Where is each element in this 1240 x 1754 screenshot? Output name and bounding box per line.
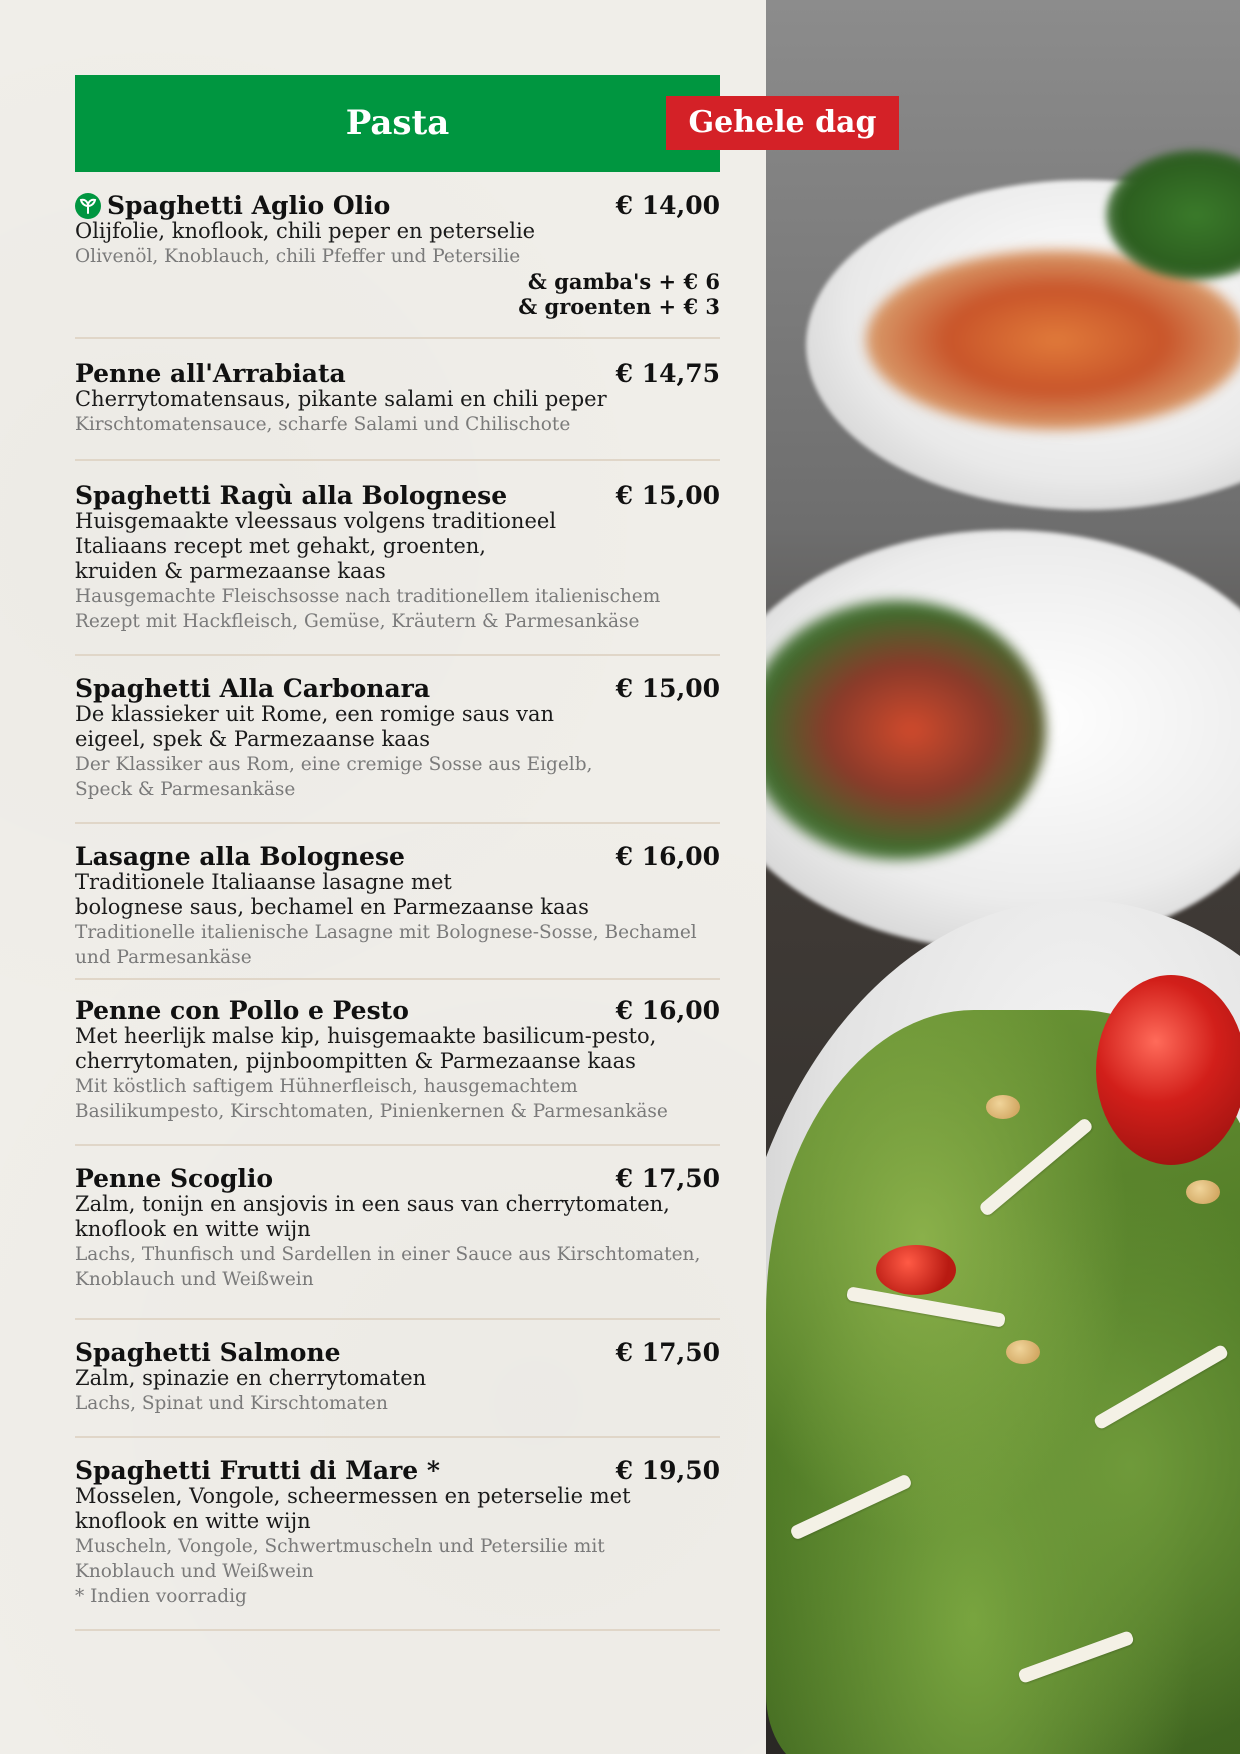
menu-item — [75, 483, 720, 656]
pasta-photo — [766, 0, 1240, 1754]
item-price: € 17,50 — [615, 1338, 720, 1367]
item-price: € 17,50 — [615, 1164, 720, 1193]
item-price: € 14,75 — [615, 359, 720, 388]
item-name: Penne all'Arrabiata — [75, 359, 346, 388]
menu-item — [75, 676, 720, 824]
menu-item — [75, 844, 720, 980]
section-title: Pasta — [345, 103, 450, 143]
item-description-nl: Huisgemaakte vleessaus volgens traditioneel — [75, 509, 557, 533]
item-description-nl: Cherrytomatensaus, pikante salami en chili peper — [75, 387, 607, 411]
item-description-de: Basilikumpesto, Kirschtomaten, Pinienkernen & Parmesankäse — [75, 1101, 668, 1122]
menu-item — [75, 1340, 720, 1438]
leaf-icon — [75, 193, 101, 219]
item-description-de: Hausgemachte Fleischsosse nach traditionellem italienischem — [75, 586, 661, 607]
item-price: € 15,00 — [615, 481, 720, 510]
item-name: Spaghetti Frutti di Mare * — [75, 1456, 440, 1485]
item-extra: & gamba's + € 6 — [527, 269, 720, 294]
item-price: € 16,00 — [615, 842, 720, 871]
menu-item — [75, 193, 720, 339]
item-description-nl: De klassieker uit Rome, een romige saus van — [75, 702, 555, 726]
item-name: Spaghetti Alla Carbonara — [75, 674, 431, 703]
item-description-nl: Traditionele Italiaanse lasagne met — [75, 870, 452, 894]
section-header — [75, 75, 720, 172]
item-description-de: Traditionelle italienische Lasagne mit Bolognese-Sosse, Bechamel — [75, 922, 697, 943]
item-description-de: Lachs, Spinat und Kirschtomaten — [75, 1393, 388, 1414]
item-price: € 16,00 — [615, 996, 720, 1025]
item-description-nl: Met heerlijk malse kip, huisgemaakte basilicum-pesto, — [75, 1024, 657, 1048]
item-description-de: und Parmesankäse — [75, 947, 252, 968]
item-name: Lasagne alla Bolognese — [75, 842, 405, 871]
item-extra: & groenten + € 3 — [518, 294, 720, 319]
item-name: Spaghetti Aglio Olio — [75, 193, 390, 219]
item-description-nl: eigeel, spek & Parmezaanse kaas — [75, 727, 431, 751]
item-description-nl: knoflook en witte wijn — [75, 1217, 311, 1241]
item-description-de: Olivenöl, Knoblauch, chili Pfeffer und Petersilie — [75, 246, 521, 267]
item-description-de: Lachs, Thunfisch und Sardellen in einer Sauce aus Kirschtomaten, — [75, 1244, 701, 1265]
item-description-de: Kirschtomatensauce, scharfe Salami und Chilischote — [75, 414, 571, 435]
item-name: Penne con Pollo e Pesto — [75, 996, 409, 1025]
item-price: € 14,00 — [615, 191, 720, 220]
item-description-nl: Olijfolie, knoflook, chili peper en peterselie — [75, 219, 536, 243]
item-description-de: Knoblauch und Weißwein — [75, 1561, 314, 1582]
item-description-nl: Mosselen, Vongole, scheermessen en peterselie met — [75, 1484, 631, 1508]
item-price: € 19,50 — [615, 1456, 720, 1485]
item-description-de: Knoblauch und Weißwein — [75, 1269, 314, 1290]
menu-list — [75, 193, 720, 1631]
item-description-de: Speck & Parmesankäse — [75, 779, 296, 800]
item-description-de: Rezept mit Hackfleisch, Gemüse, Kräutern & Parmesankäse — [75, 611, 640, 632]
item-price: € 15,00 — [615, 674, 720, 703]
menu-item — [75, 998, 720, 1146]
item-name: Spaghetti Salmone — [75, 1338, 341, 1367]
item-name: Spaghetti Ragù alla Bolognese — [75, 481, 508, 510]
item-description-nl: bolognese saus, bechamel en Parmezaanse kaas — [75, 895, 589, 919]
item-description-nl: cherrytomaten, pijnboompitten & Parmezaanse kaas — [75, 1049, 636, 1073]
availability-badge: Gehele dag — [666, 96, 899, 150]
menu-item — [75, 361, 720, 461]
item-description-nl: kruiden & parmezaanse kaas — [75, 559, 386, 583]
item-description-de: Der Klassiker aus Rom, eine cremige Sosse aus Eigelb, — [75, 754, 593, 775]
item-description-nl: Zalm, tonijn en ansjovis in een saus van cherrytomaten, — [75, 1192, 670, 1216]
item-description-de: Muscheln, Vongole, Schwertmuscheln und Petersilie mit — [75, 1536, 605, 1557]
item-description-de: * Indien voorradig — [75, 1586, 247, 1607]
item-description-nl: Italiaans recept met gehakt, groenten, — [75, 534, 486, 558]
menu-item — [75, 1166, 720, 1320]
item-description-nl: knoflook en witte wijn — [75, 1509, 311, 1533]
item-name: Penne Scoglio — [75, 1164, 274, 1193]
item-description-de: Mit köstlich saftigem Hühnerfleisch, hausgemachtem — [75, 1076, 578, 1097]
menu-item — [75, 1458, 720, 1631]
item-description-nl: Zalm, spinazie en cherrytomaten — [75, 1366, 427, 1390]
